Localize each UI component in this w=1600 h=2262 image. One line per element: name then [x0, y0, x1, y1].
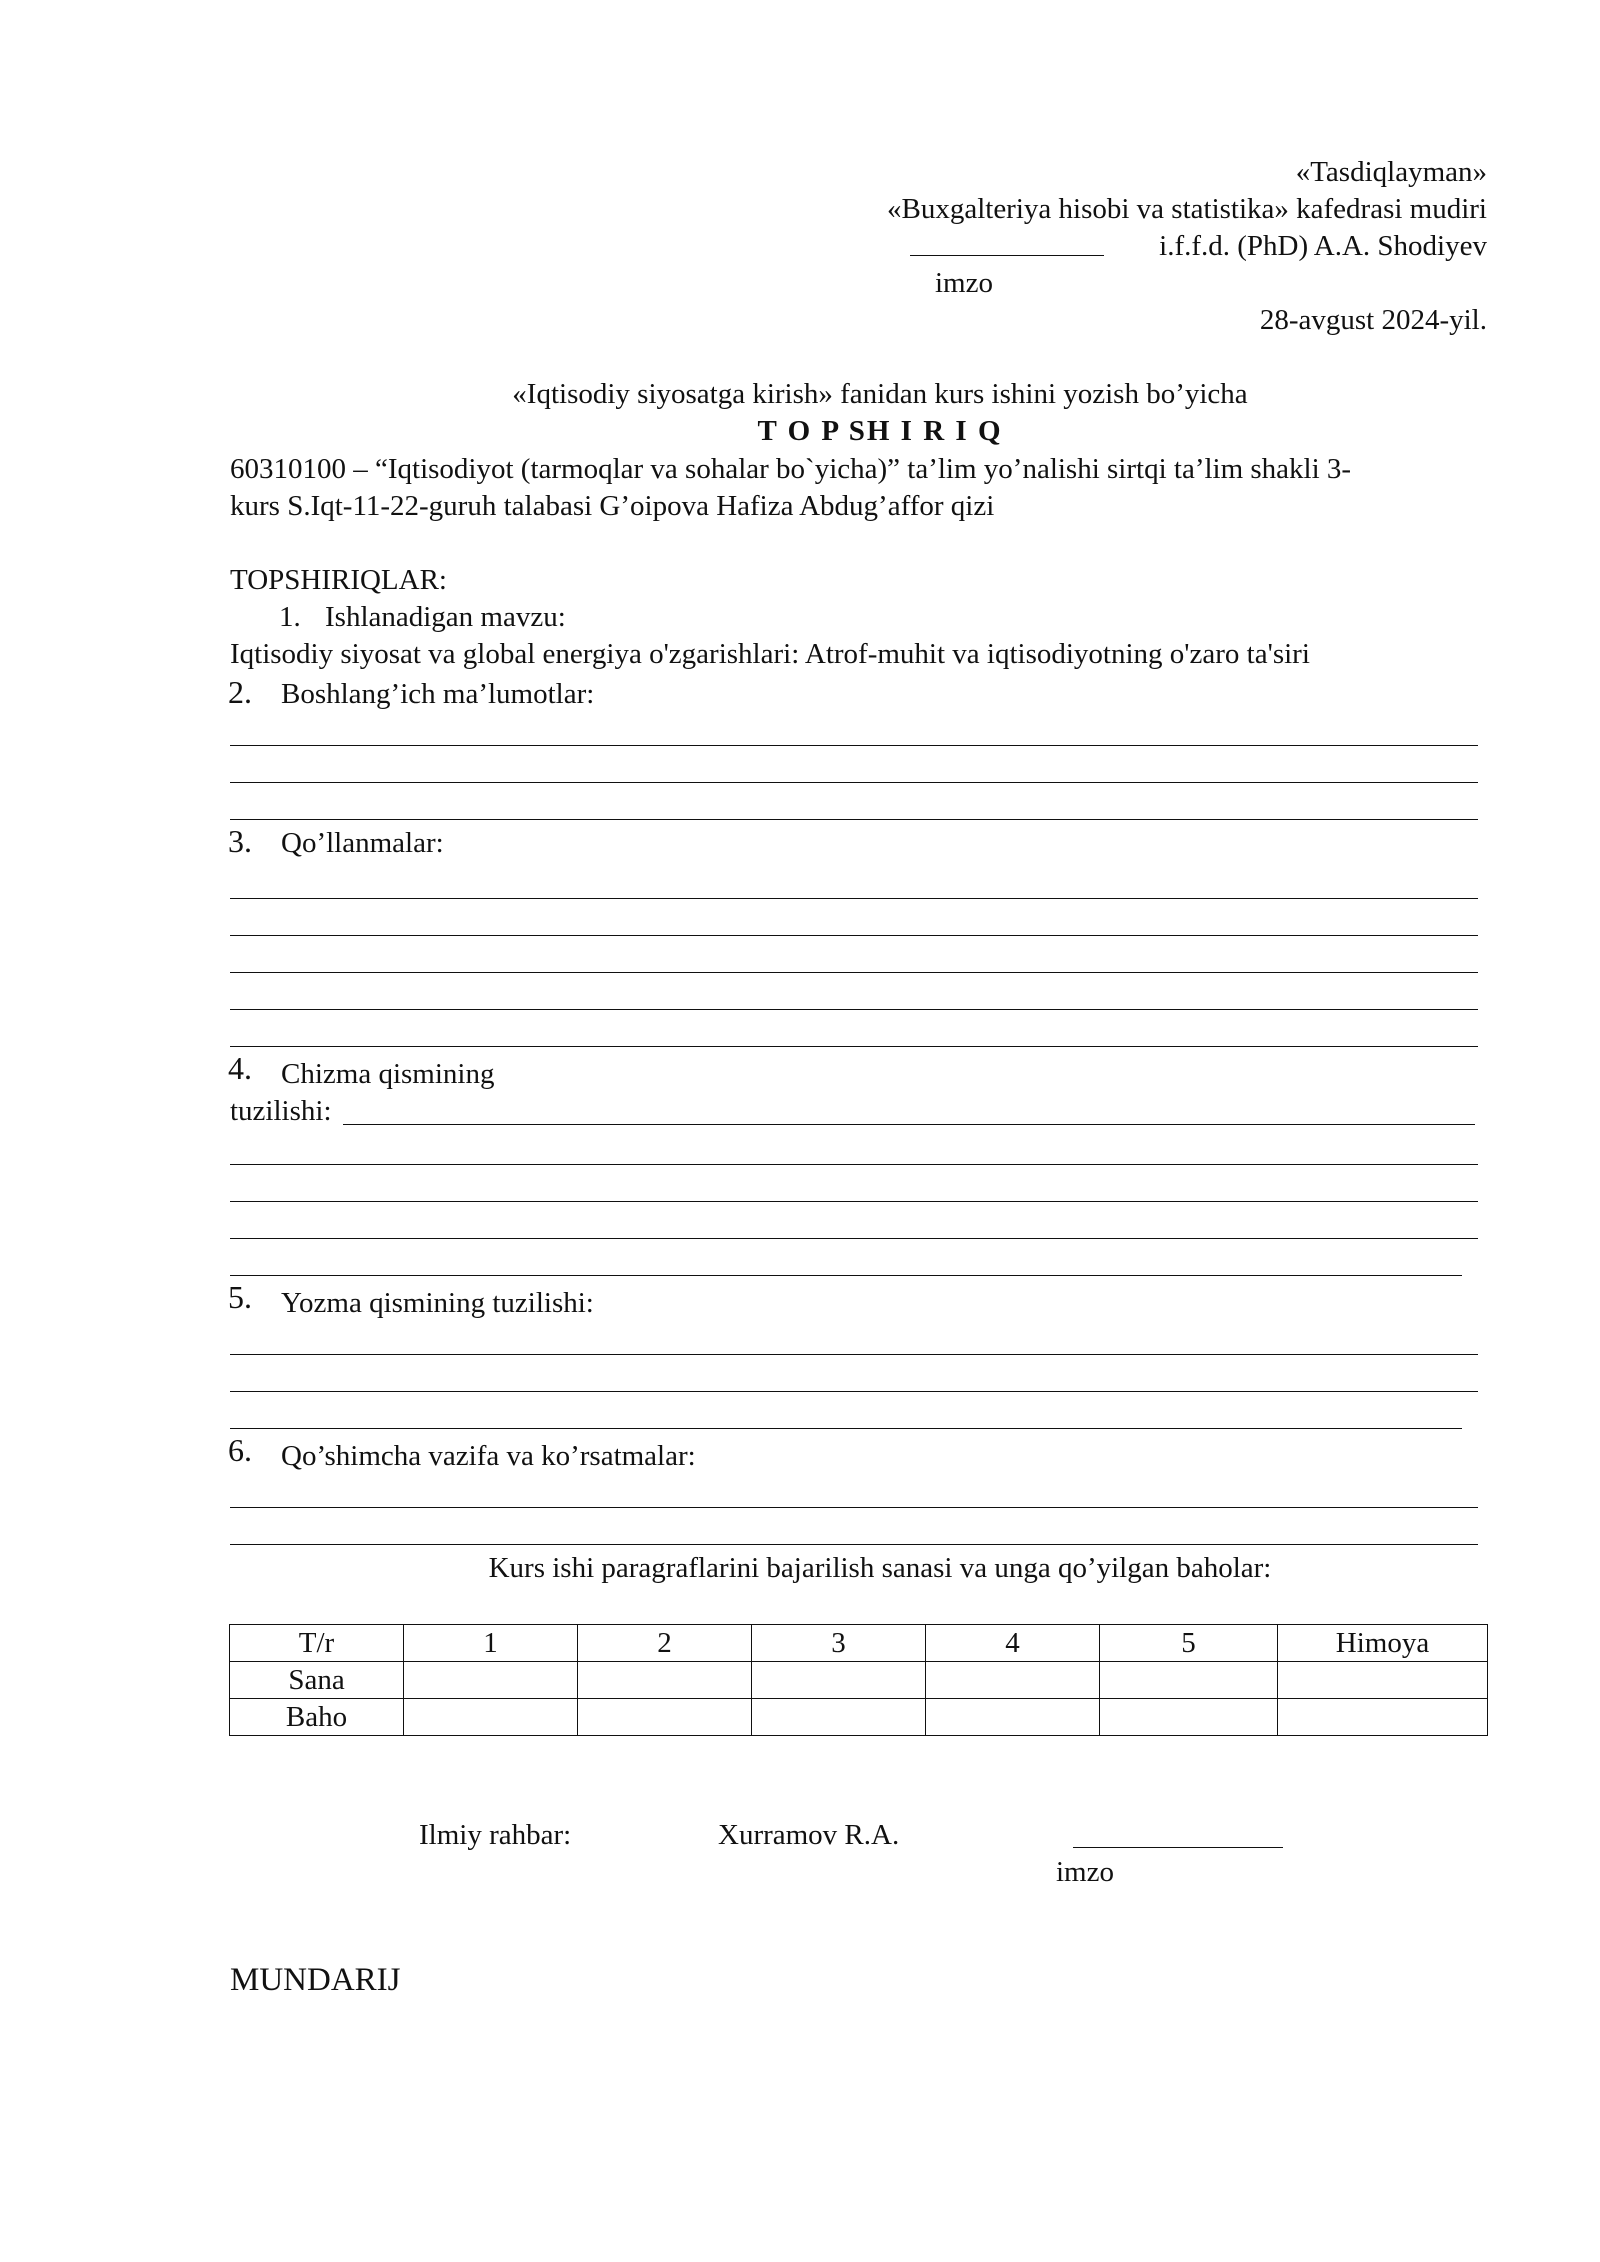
student-line-1: 60310100 – “Iqtisodiyot (tarmoqlar va sohalar bo`yicha)” ta’lim yo’nalishi sirtqi ta’lim shakli 3- [230, 453, 1352, 485]
fill-line [230, 1238, 1478, 1239]
fill-line [230, 1428, 1462, 1429]
department-line: «Buxgalteriya hisobi va statistika» kafedrasi mudiri [886, 193, 1487, 225]
subject-line: «Iqtisodiy siyosatga kirish» fanidan kurs ishini yozish bo’yicha [512, 378, 1248, 410]
supervisor-name: Xurramov R.A. [718, 1819, 900, 1851]
table-header-cell: 1 [404, 1625, 578, 1662]
task-1-number: 1. [279, 601, 301, 633]
supervisor-signature-line [1073, 1847, 1283, 1848]
fill-line [230, 745, 1478, 746]
table-cell [1278, 1699, 1488, 1736]
task-3-label: Qo’llanmalar: [281, 827, 444, 859]
fill-line [230, 1354, 1478, 1355]
task-topic: Iqtisodiy siyosat va global energiya o'zgarishlari: Atrof-muhit va iqtisodiyotning o'zaro ta'siri [230, 638, 1310, 670]
fill-line [230, 898, 1478, 899]
fill-line [343, 1124, 1475, 1125]
student-line-2: kurs S.Iqt-11-22-guruh talabasi G’oipova Hafiza Abdug’affor qizi [230, 490, 995, 522]
row-label-sana: Sana [230, 1662, 404, 1699]
supervisor-sign-label: imzo [1056, 1856, 1114, 1888]
fill-line [230, 782, 1478, 783]
fill-line [230, 1009, 1478, 1010]
fill-line [230, 1391, 1478, 1392]
task-4-label: Chizma qismining [281, 1058, 495, 1090]
table-cell [926, 1662, 1100, 1699]
task-4-number: 4. [228, 1050, 252, 1086]
tasks-header: TOPSHIRIQLAR: [230, 564, 447, 596]
table-cell [404, 1699, 578, 1736]
supervisor-label: Ilmiy rahbar: [419, 1819, 572, 1851]
table-cell [404, 1662, 578, 1699]
fill-line [230, 1275, 1462, 1276]
task-5-number: 5. [228, 1279, 252, 1315]
table-header-cell: 2 [578, 1625, 752, 1662]
task-3-number: 3. [228, 823, 252, 859]
task-2-number: 2. [228, 674, 252, 710]
fill-line [230, 972, 1478, 973]
fill-line [230, 1201, 1478, 1202]
table-row [230, 1699, 1488, 1736]
fill-line [230, 1046, 1478, 1047]
approval-date: 28-avgust 2024-yil. [1259, 304, 1487, 336]
fill-line [230, 1507, 1478, 1508]
task-6-label: Qo’shimcha vazifa va ko’rsatmalar: [281, 1440, 696, 1472]
task-1-label: Ishlanadigan mavzu: [325, 601, 566, 633]
task-2-label: Boshlang’ich ma’lumotlar: [281, 678, 595, 710]
contents-heading: MUNDARIJ [230, 1962, 401, 1998]
schedule-caption: Kurs ishi paragraflarini bajarilish sanasi va unga qo’yilgan baholar: [488, 1552, 1272, 1584]
fill-line [230, 1544, 1478, 1545]
table-cell [578, 1699, 752, 1736]
task-6-number: 6. [228, 1432, 252, 1468]
fill-line [230, 935, 1478, 936]
table-cell [578, 1662, 752, 1699]
table-header-cell: 4 [926, 1625, 1100, 1662]
head-name: i.f.f.d. (PhD) A.A. Shodiyev [1159, 230, 1487, 262]
table-header-cell: T/r [230, 1625, 404, 1662]
schedule-table [229, 1624, 1488, 1736]
head-signature-line [910, 255, 1104, 256]
fill-line [230, 819, 1478, 820]
table-cell [1278, 1662, 1488, 1699]
fill-line [230, 1164, 1478, 1165]
table-header-cell: 3 [752, 1625, 926, 1662]
table-header-row [230, 1625, 1488, 1662]
table-cell [752, 1662, 926, 1699]
row-label-baho: Baho [230, 1699, 404, 1736]
table-cell [1100, 1699, 1278, 1736]
table-cell [926, 1699, 1100, 1736]
approval-stamp: «Tasdiqlayman» [1295, 156, 1487, 188]
document-title: T O P SH I R I Q [757, 415, 1003, 447]
task-5-label: Yozma qismining tuzilishi: [281, 1287, 594, 1319]
head-sign-label: imzo [935, 267, 993, 299]
table-header-cell: Himoya [1278, 1625, 1488, 1662]
table-cell [752, 1699, 926, 1736]
task-4-label-2: tuzilishi: [230, 1095, 332, 1127]
table-header-cell: 5 [1100, 1625, 1278, 1662]
table-row [230, 1662, 1488, 1699]
table-cell [1100, 1662, 1278, 1699]
